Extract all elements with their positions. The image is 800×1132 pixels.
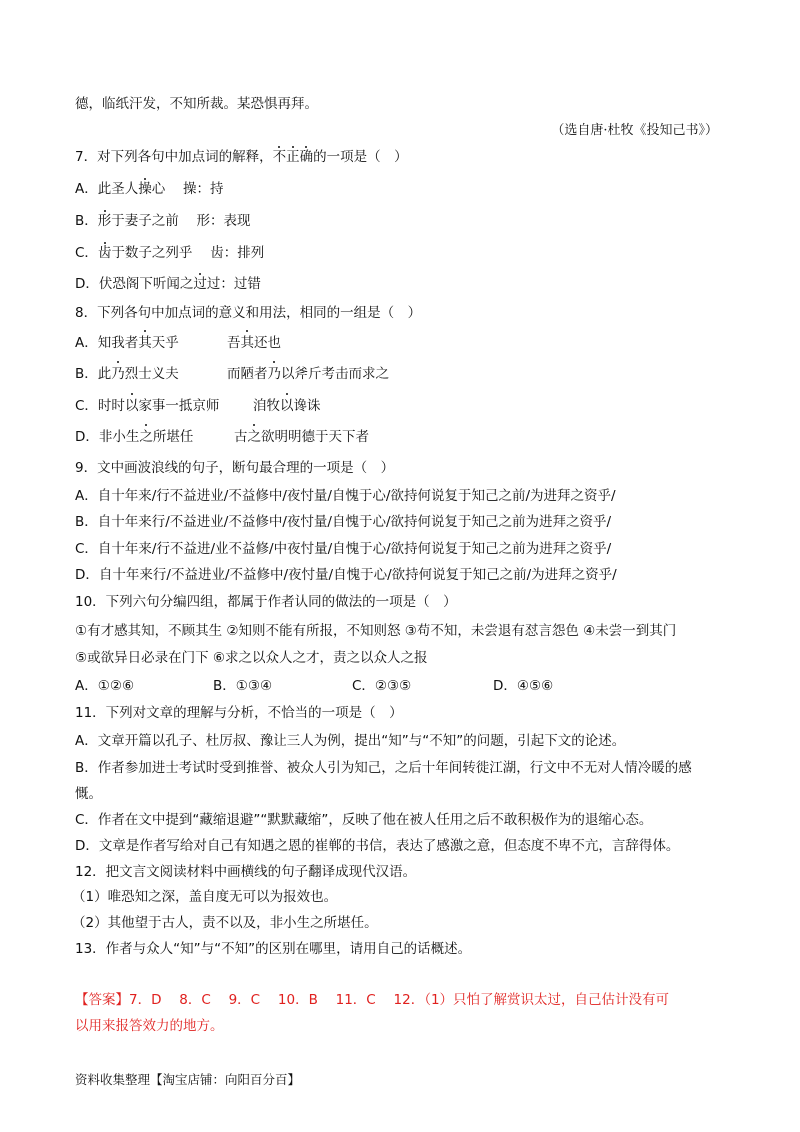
dotted-char: 不: [272, 149, 287, 165]
question-7-option-d: D．伏恐阁下听闻之过过：过错: [75, 276, 261, 292]
question-10-options: A．①②⑥ B．①③④ C．②③⑤ D．④⑤⑥: [75, 678, 554, 694]
question-8-stem: 8．下列各句中加点词的意义和用法，相同的一组是（ ）: [75, 305, 422, 321]
question-9-stem: 9．文中画波浪线的句子，断句最合理的一项是（ ）: [75, 460, 395, 476]
question-7-option-b: B．形于妻子之前 形：表现: [75, 213, 251, 229]
question-7-option-a: A．此圣人操心 操：持: [75, 181, 224, 197]
question-9-option-b: B．自十年来行/不益进业/不益修中/夜忖量/自愧于心/欲持何说复于知己之前为进拜之资乎/: [75, 514, 612, 530]
answer-line-1: 【答案】7．D 8．C 9．C 10．B 11．C 12．（1）只怕了解赏识太过，自己估计没有可: [75, 992, 670, 1008]
dotted-char: 确: [299, 149, 314, 165]
source-citation: （选自唐·杜牧《投知己书》）: [551, 123, 718, 138]
question-9-option-a: A．自十年来/行不益进业/不益修中/夜忖量/自愧于心/欲持何说复于知己之前/为进拜之资乎/: [75, 488, 616, 504]
question-11-option-c: C．作者在文中提到“藏缩退避”“默默藏缩”，反映了他在被人任用之后不敢积极作为的退缩心态。: [75, 812, 653, 828]
question-8-option-c: C．时时以家事一抵京师 洎牧以谗诛: [75, 398, 321, 414]
question-9-option-c: C．自十年来/行不益进/业不益修/中夜忖量/自愧于心/欲持何说复于知己之前为进拜之资乎/: [75, 541, 612, 557]
question-11-option-b: B．作者参加进士考试时受到推誉、被众人引为知己，之后十年间转徙江湖，行文中不无对人情冷暖的感: [75, 760, 692, 776]
passage-end: 德，临纸汗发，不知所裁。某恐惧再拜。: [75, 96, 318, 112]
question-11-option-a: A．文章开篇以孔子、杜厉叔、豫让三人为例，提出“知”与“不知”的问题，引起下文的论述。: [75, 733, 626, 749]
page-footer: 资料收集整理【淘宝店铺：向阳百分百】: [75, 1072, 301, 1087]
question-11-option-b-cont: 慨。: [75, 786, 102, 802]
answer-line-2: 以用来报答效力的地方。: [75, 1018, 224, 1034]
dotted-char: 正: [286, 149, 300, 165]
question-11-option-d: D．文章是作者写给对自己有知遇之恩的崔郸的书信，表达了感激之意，但态度不卑不亢，言辞得体。: [75, 838, 680, 854]
question-8-option-a: A．知我者其天乎 吾其还也: [75, 335, 281, 351]
question-8-option-b: B．此乃烈士义夫 而陋者乃以斧斤考击而求之: [75, 366, 389, 382]
question-10-items-line2: ⑤或欲异日必录在门下 ⑥求之以众人之才，责之以众人之报: [75, 650, 428, 666]
question-11-stem: 11．下列对文章的理解与分析，不恰当的一项是（ ）: [75, 705, 403, 721]
question-8-option-d: D．非小生之所堪任 古之欲明明德于天下者: [75, 429, 369, 445]
question-12-stem: 12．把文言文阅读材料中画横线的句子翻译成现代汉语。: [75, 864, 417, 880]
question-13-stem: 13．作者与众人“知”与“不知”的区别在哪里，请用自己的话概述。: [75, 941, 472, 957]
question-7-stem: 7．对下列各句中加点词的解释，不正确的一项是（ ）: [75, 149, 408, 165]
question-9-option-d: D．自十年来行/不益进业/不益修中/夜忖量/自愧于心/欲持何说复于知己之前/为进拜之资乎/: [75, 567, 617, 583]
question-10-items-line1: ①有才感其知，不顾其生 ②知则不能有所报，不知则怒 ③苟不知，未尝退有怼言怨色 ④未尝一到其门: [75, 623, 677, 639]
question-12-sentence-2: （2）其他望于古人，责不以及，非小生之所堪任。: [72, 915, 378, 931]
question-7-option-c: C．齿于数子之列乎 齿：排列: [75, 245, 265, 261]
question-12-sentence-1: （1）唯恐知之深，盖自度无可以为报效也。: [72, 889, 338, 905]
question-10-stem: 10．下列六句分编四组，都属于作者认同的做法的一项是（ ）: [75, 594, 457, 610]
